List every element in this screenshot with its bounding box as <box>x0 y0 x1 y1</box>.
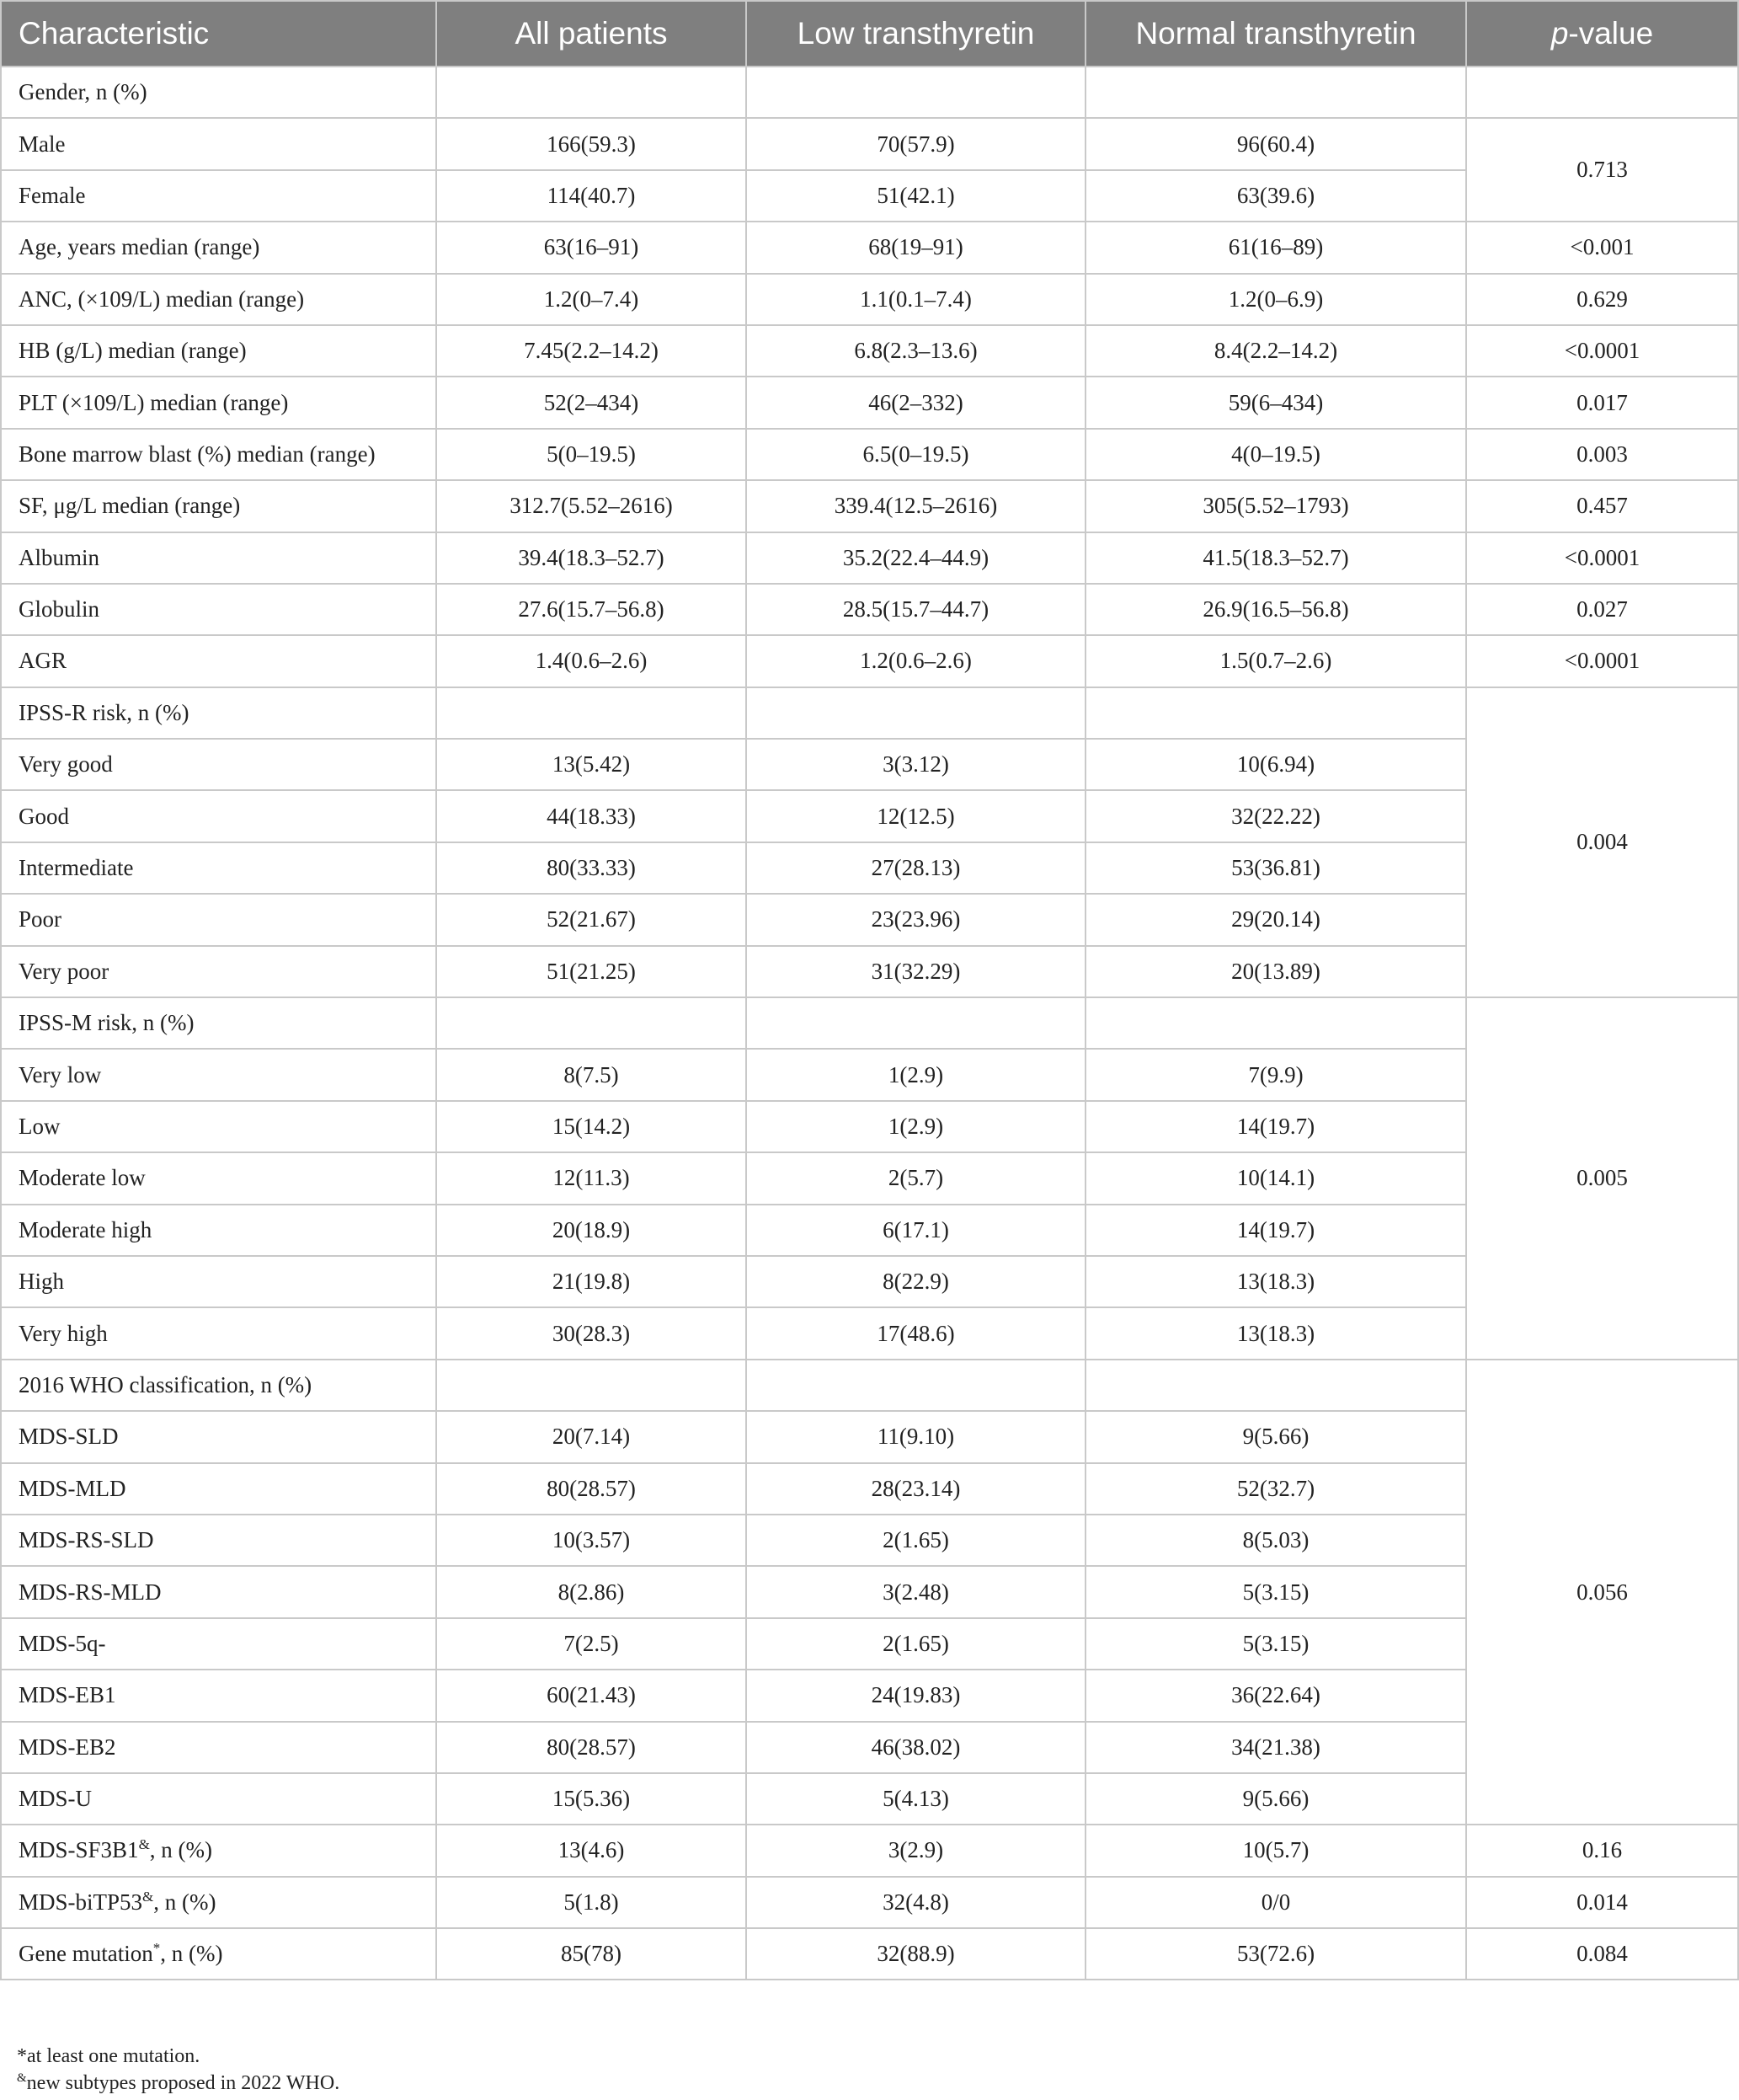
row-label-text: Very high <box>19 1320 108 1346</box>
row-label-text: MDS-SF3B1 <box>19 1837 139 1863</box>
row-label-text: HB (g/L) median (range) <box>19 338 247 364</box>
row-label-text: AGR <box>19 648 67 674</box>
cell-all-patients: 20(7.14) <box>436 1411 746 1462</box>
table-row <box>1 377 1738 428</box>
cell-all-patients: 13(5.42) <box>436 739 746 790</box>
cell-low-transthyretin: 24(19.83) <box>746 1670 1086 1721</box>
cell-normal-transthyretin: 52(32.7) <box>1086 1463 1466 1515</box>
row-label <box>1 687 436 739</box>
row-label <box>1 1928 436 1980</box>
cell-low-transthyretin: 70(57.9) <box>746 118 1086 169</box>
cell-normal-transthyretin <box>1086 997 1466 1049</box>
cell-all-patients: 85(78) <box>436 1928 746 1980</box>
cell-p-value: 0.056 <box>1466 1360 1738 1825</box>
row-label-mark: & <box>138 1836 150 1853</box>
cell-low-transthyretin: 46(38.02) <box>746 1722 1086 1773</box>
row-label <box>1 1307 436 1359</box>
row-label <box>1 429 436 480</box>
row-label-text: MDS-RS-SLD <box>19 1527 154 1553</box>
row-label <box>1 842 436 894</box>
cell-normal-transthyretin: 4(0–19.5) <box>1086 429 1466 480</box>
cell-normal-transthyretin: 29(20.14) <box>1086 894 1466 945</box>
cell-all-patients <box>436 687 746 739</box>
cell-normal-transthyretin: 10(6.94) <box>1086 739 1466 790</box>
row-label-text: Low <box>19 1114 61 1139</box>
row-label-text: MDS-U <box>19 1786 93 1812</box>
cell-low-transthyretin: 1.2(0.6–2.6) <box>746 635 1086 687</box>
cell-p-value: 0.005 <box>1466 997 1738 1360</box>
cell-all-patients: 1.4(0.6–2.6) <box>436 635 746 687</box>
cell-low-transthyretin: 11(9.10) <box>746 1411 1086 1462</box>
table-row <box>1 687 1738 739</box>
table-row <box>1 325 1738 377</box>
row-label-text: MDS-RS-MLD <box>19 1579 162 1605</box>
row-label-text: Intermediate <box>19 855 134 881</box>
cell-low-transthyretin: 8(22.9) <box>746 1256 1086 1307</box>
cell-normal-transthyretin: 1.2(0–6.9) <box>1086 274 1466 325</box>
cell-p-value: 0.629 <box>1466 274 1738 325</box>
cell-normal-transthyretin: 14(19.7) <box>1086 1101 1466 1152</box>
table-row <box>1 480 1738 532</box>
cell-low-transthyretin: 3(3.12) <box>746 739 1086 790</box>
row-label-text: ANC, (×109/L) median (range) <box>19 286 305 312</box>
cell-p-value: 0.014 <box>1466 1877 1738 1928</box>
cell-all-patients: 5(0–19.5) <box>436 429 746 480</box>
cell-low-transthyretin: 2(5.7) <box>746 1152 1086 1204</box>
cell-low-transthyretin: 35.2(22.4–44.9) <box>746 532 1086 584</box>
cell-low-transthyretin: 339.4(12.5–2616) <box>746 480 1086 532</box>
cell-p-value <box>1466 67 1738 118</box>
cell-all-patients: 7.45(2.2–14.2) <box>436 325 746 377</box>
cell-all-patients: 8(2.86) <box>436 1566 746 1617</box>
cell-normal-transthyretin: 34(21.38) <box>1086 1722 1466 1773</box>
row-label <box>1 1877 436 1928</box>
cell-all-patients: 27.6(15.7–56.8) <box>436 584 746 635</box>
row-label <box>1 739 436 790</box>
cell-normal-transthyretin <box>1086 687 1466 739</box>
row-label-text: Moderate high <box>19 1216 152 1242</box>
cell-normal-transthyretin: 10(14.1) <box>1086 1152 1466 1204</box>
table-row <box>1 67 1738 118</box>
row-label <box>1 1411 436 1462</box>
row-label <box>1 274 436 325</box>
cell-p-value: <0.001 <box>1466 222 1738 273</box>
row-label-text: Albumin <box>19 544 100 570</box>
row-label <box>1 1670 436 1721</box>
row-label-suffix: , n (%) <box>153 1889 216 1915</box>
row-label-text: Gender, n (%) <box>19 79 147 105</box>
cell-low-transthyretin <box>746 1360 1086 1411</box>
row-label-text: MDS-EB1 <box>19 1682 116 1708</box>
cell-p-value: 0.16 <box>1466 1825 1738 1876</box>
cell-all-patients: 21(19.8) <box>436 1256 746 1307</box>
cell-normal-transthyretin: 5(3.15) <box>1086 1566 1466 1617</box>
header-all-patients: All patients <box>436 1 746 67</box>
header-characteristic: Characteristic <box>1 1 436 67</box>
row-label <box>1 1825 436 1876</box>
cell-low-transthyretin: 32(4.8) <box>746 1877 1086 1928</box>
row-label-text: 2016 WHO classification, n (%) <box>19 1371 312 1397</box>
table-header-row <box>1 1 1738 67</box>
cell-low-transthyretin <box>746 67 1086 118</box>
row-label <box>1 1152 436 1204</box>
footnote-mutation: *at least one mutation. <box>17 2045 200 2067</box>
cell-p-value: 0.027 <box>1466 584 1738 635</box>
table-row <box>1 1825 1738 1876</box>
cell-low-transthyretin: 46(2–332) <box>746 377 1086 428</box>
row-label <box>1 222 436 273</box>
cell-normal-transthyretin: 13(18.3) <box>1086 1307 1466 1359</box>
table-row <box>1 635 1738 687</box>
cell-normal-transthyretin: 63(39.6) <box>1086 170 1466 222</box>
cell-all-patients: 312.7(5.52–2616) <box>436 480 746 532</box>
row-label <box>1 1256 436 1307</box>
cell-normal-transthyretin: 32(22.22) <box>1086 790 1466 842</box>
row-label <box>1 635 436 687</box>
table-row <box>1 274 1738 325</box>
cell-normal-transthyretin: 96(60.4) <box>1086 118 1466 169</box>
row-label-text: MDS-SLD <box>19 1424 119 1450</box>
row-label <box>1 1049 436 1100</box>
cell-low-transthyretin: 17(48.6) <box>746 1307 1086 1359</box>
cell-all-patients: 13(4.6) <box>436 1825 746 1876</box>
cell-p-value: 0.084 <box>1466 1928 1738 1980</box>
row-label-text: High <box>19 1269 64 1295</box>
row-label-text: SF, μg/L median (range) <box>19 493 241 519</box>
cell-normal-transthyretin <box>1086 1360 1466 1411</box>
cell-all-patients: 8(7.5) <box>436 1049 746 1100</box>
cell-all-patients: 80(28.57) <box>436 1722 746 1773</box>
footnote-new-subtypes-text: new subtypes proposed in 2022 WHO. <box>26 2072 340 2094</box>
cell-low-transthyretin: 31(32.29) <box>746 946 1086 997</box>
row-label-text: Poor <box>19 906 62 932</box>
row-label-suffix: , n (%) <box>160 1941 223 1967</box>
cell-all-patients: 15(14.2) <box>436 1101 746 1152</box>
cell-low-transthyretin: 2(1.65) <box>746 1515 1086 1566</box>
cell-normal-transthyretin: 1.5(0.7–2.6) <box>1086 635 1466 687</box>
row-label-mark: * <box>152 1940 161 1957</box>
cell-all-patients: 39.4(18.3–52.7) <box>436 532 746 584</box>
cell-low-transthyretin: 51(42.1) <box>746 170 1086 222</box>
row-label <box>1 1566 436 1617</box>
row-label <box>1 1205 436 1256</box>
cell-p-value: <0.0001 <box>1466 325 1738 377</box>
row-label <box>1 894 436 945</box>
cell-normal-transthyretin: 53(72.6) <box>1086 1928 1466 1980</box>
header-low-transthyretin: Low transthyretin <box>746 1 1086 67</box>
row-label-text: MDS-biTP53 <box>19 1889 143 1915</box>
cell-low-transthyretin: 32(88.9) <box>746 1928 1086 1980</box>
row-label-mark: & <box>142 1888 154 1905</box>
cell-all-patients: 1.2(0–7.4) <box>436 274 746 325</box>
cell-normal-transthyretin <box>1086 67 1466 118</box>
cell-low-transthyretin: 6(17.1) <box>746 1205 1086 1256</box>
cell-all-patients: 20(18.9) <box>436 1205 746 1256</box>
cell-all-patients: 30(28.3) <box>436 1307 746 1359</box>
row-label <box>1 67 436 118</box>
row-label-text: Male <box>19 131 66 157</box>
cell-normal-transthyretin: 14(19.7) <box>1086 1205 1466 1256</box>
cell-normal-transthyretin: 7(9.9) <box>1086 1049 1466 1100</box>
cell-all-patients: 114(40.7) <box>436 170 746 222</box>
cell-low-transthyretin: 68(19–91) <box>746 222 1086 273</box>
row-label <box>1 532 436 584</box>
row-label <box>1 377 436 428</box>
cell-low-transthyretin: 3(2.48) <box>746 1566 1086 1617</box>
table-row <box>1 1360 1738 1411</box>
header-p-italic: p <box>1550 16 1569 51</box>
row-label-text: IPSS-R risk, n (%) <box>19 699 189 725</box>
row-label <box>1 480 436 532</box>
cell-normal-transthyretin: 10(5.7) <box>1086 1825 1466 1876</box>
cell-all-patients <box>436 997 746 1049</box>
row-label-text: Very poor <box>19 958 109 984</box>
row-label <box>1 1360 436 1411</box>
row-label <box>1 1722 436 1773</box>
header-p-suffix: value <box>1578 16 1654 51</box>
cell-all-patients: 80(28.57) <box>436 1463 746 1515</box>
cell-normal-transthyretin: 5(3.15) <box>1086 1618 1466 1670</box>
cell-all-patients: 10(3.57) <box>436 1515 746 1566</box>
cell-low-transthyretin <box>746 997 1086 1049</box>
cell-all-patients: 166(59.3) <box>436 118 746 169</box>
row-label-text: Bone marrow blast (%) median (range) <box>19 441 376 467</box>
cell-low-transthyretin: 27(28.13) <box>746 842 1086 894</box>
row-label-text: Moderate low <box>19 1165 146 1191</box>
cell-normal-transthyretin: 305(5.52–1793) <box>1086 480 1466 532</box>
cell-normal-transthyretin: 61(16–89) <box>1086 222 1466 273</box>
cell-normal-transthyretin: 9(5.66) <box>1086 1773 1466 1825</box>
row-label <box>1 170 436 222</box>
row-label-suffix: , n (%) <box>149 1837 213 1863</box>
table-row <box>1 429 1738 480</box>
cell-p-value: 0.457 <box>1466 480 1738 532</box>
cell-all-patients: 15(5.36) <box>436 1773 746 1825</box>
cell-normal-transthyretin: 8.4(2.2–14.2) <box>1086 325 1466 377</box>
row-label <box>1 946 436 997</box>
table-row <box>1 532 1738 584</box>
row-label-text: Very good <box>19 751 113 777</box>
cell-p-value: <0.0001 <box>1466 635 1738 687</box>
cell-p-value: 0.017 <box>1466 377 1738 428</box>
row-label <box>1 1618 436 1670</box>
row-label-text: Very low <box>19 1061 102 1087</box>
cell-low-transthyretin <box>746 687 1086 739</box>
cell-normal-transthyretin: 36(22.64) <box>1086 1670 1466 1721</box>
cell-p-value: 0.004 <box>1466 687 1738 997</box>
cell-p-value: 0.003 <box>1466 429 1738 480</box>
cell-low-transthyretin: 23(23.96) <box>746 894 1086 945</box>
cell-all-patients: 60(21.43) <box>436 1670 746 1721</box>
row-label <box>1 997 436 1049</box>
cell-low-transthyretin: 28.5(15.7–44.7) <box>746 584 1086 635</box>
cell-all-patients: 7(2.5) <box>436 1618 746 1670</box>
row-label <box>1 584 436 635</box>
cell-all-patients: 52(2–434) <box>436 377 746 428</box>
row-label-text: Good <box>19 803 69 829</box>
row-label-text: MDS-EB2 <box>19 1734 116 1760</box>
footnote-new-subtypes <box>17 2072 339 2095</box>
cell-low-transthyretin: 6.8(2.3–13.6) <box>746 325 1086 377</box>
cell-all-patients <box>436 1360 746 1411</box>
table-row <box>1 222 1738 273</box>
row-label <box>1 1515 436 1566</box>
row-label <box>1 1101 436 1152</box>
row-label-text: IPSS-M risk, n (%) <box>19 1010 195 1036</box>
table-row <box>1 1928 1738 1980</box>
cell-all-patients: 63(16–91) <box>436 222 746 273</box>
table-row <box>1 584 1738 635</box>
header-normal-transthyretin: Normal transthyretin <box>1086 1 1466 67</box>
cell-low-transthyretin: 5(4.13) <box>746 1773 1086 1825</box>
table-row <box>1 1877 1738 1928</box>
table-row <box>1 118 1738 169</box>
cell-all-patients: 12(11.3) <box>436 1152 746 1204</box>
cell-normal-transthyretin: 0/0 <box>1086 1877 1466 1928</box>
cell-p-value: <0.0001 <box>1466 532 1738 584</box>
row-label <box>1 118 436 169</box>
cell-all-patients: 5(1.8) <box>436 1877 746 1928</box>
cell-low-transthyretin: 2(1.65) <box>746 1618 1086 1670</box>
cell-normal-transthyretin: 9(5.66) <box>1086 1411 1466 1462</box>
cell-normal-transthyretin: 13(18.3) <box>1086 1256 1466 1307</box>
cell-low-transthyretin: 1(2.9) <box>746 1101 1086 1152</box>
row-label <box>1 790 436 842</box>
row-label <box>1 1773 436 1825</box>
row-label-text: MDS-5q- <box>19 1630 106 1656</box>
row-label-text: MDS-MLD <box>19 1475 126 1501</box>
row-label-text: PLT (×109/L) median (range) <box>19 389 289 415</box>
cell-normal-transthyretin: 26.9(16.5–56.8) <box>1086 584 1466 635</box>
table-row <box>1 997 1738 1049</box>
row-label-text: Female <box>19 182 86 208</box>
cell-low-transthyretin: 1.1(0.1–7.4) <box>746 274 1086 325</box>
row-label-text: Age, years median (range) <box>19 234 260 260</box>
cell-all-patients <box>436 67 746 118</box>
table-body <box>1 67 1738 1980</box>
cell-low-transthyretin: 28(23.14) <box>746 1463 1086 1515</box>
cell-low-transthyretin: 1(2.9) <box>746 1049 1086 1100</box>
row-label-text: Globulin <box>19 596 100 623</box>
cell-low-transthyretin: 3(2.9) <box>746 1825 1086 1876</box>
cell-p-value: 0.713 <box>1466 118 1738 222</box>
cell-normal-transthyretin: 53(36.81) <box>1086 842 1466 894</box>
footnote-mark: & <box>17 2071 27 2085</box>
row-label-text: Gene mutation <box>19 1941 153 1967</box>
cell-all-patients: 51(21.25) <box>436 946 746 997</box>
header-p-value: p-value <box>1466 1 1738 67</box>
cell-low-transthyretin: 6.5(0–19.5) <box>746 429 1086 480</box>
cell-all-patients: 44(18.33) <box>436 790 746 842</box>
cell-all-patients: 52(21.67) <box>436 894 746 945</box>
cell-normal-transthyretin: 59(6–434) <box>1086 377 1466 428</box>
cell-normal-transthyretin: 20(13.89) <box>1086 946 1466 997</box>
row-label <box>1 1463 436 1515</box>
cell-all-patients: 80(33.33) <box>436 842 746 894</box>
cell-low-transthyretin: 12(12.5) <box>746 790 1086 842</box>
cell-normal-transthyretin: 8(5.03) <box>1086 1515 1466 1566</box>
row-label <box>1 325 436 377</box>
cell-normal-transthyretin: 41.5(18.3–52.7) <box>1086 532 1466 584</box>
